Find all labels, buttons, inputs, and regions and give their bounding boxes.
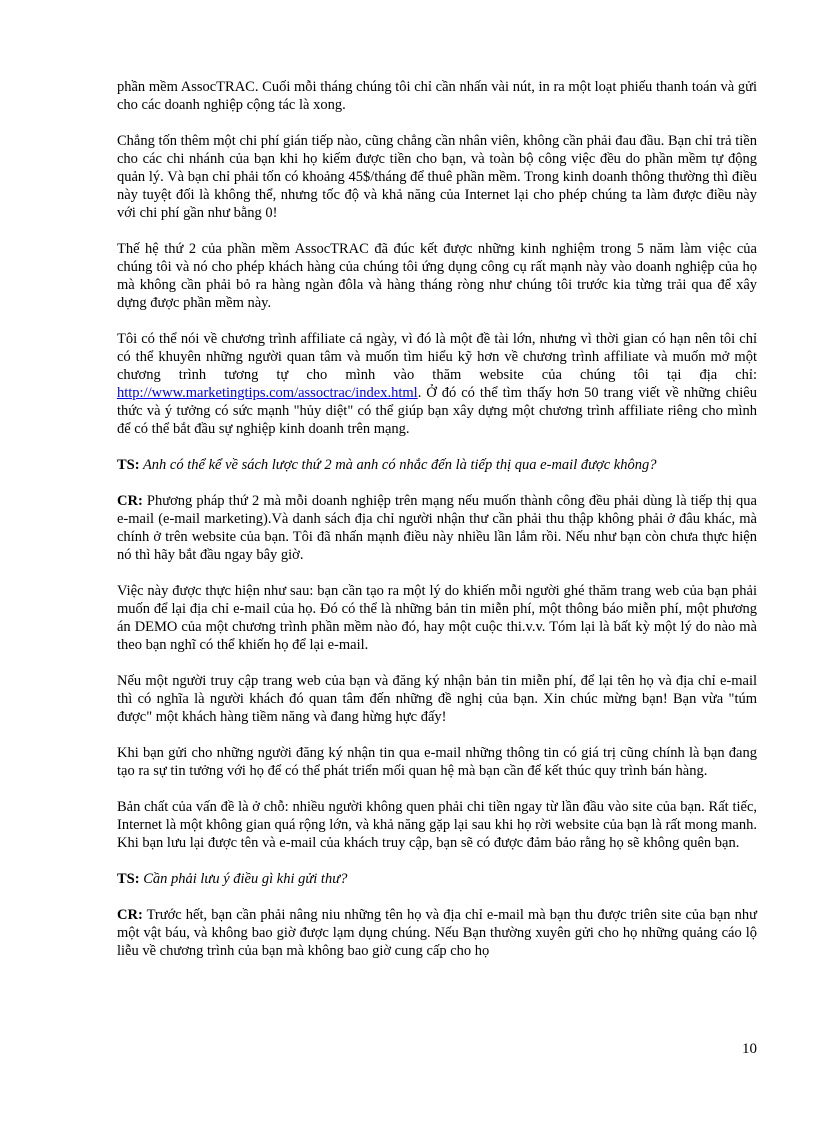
paragraph-trust: Khi bạn gửi cho những người đăng ký nhận tin qua e-mail những thông tin có giá trị cũng chính là bạn đang tạo ra sự tin tưởng với họ để có thể phát triển mối quan hệ mà bạn cần để kết thúc quy trình bán hàng. [117, 745, 757, 779]
paragraph-no-overhead: Chẳng tốn thêm một chi phí gián tiếp nào, cũng chẳng cần nhân viên, không cần phải đau đầu. Bạn chỉ trả tiền cho các chi nhánh của bạn khi họ kiếm được tiền cho bạn, và toàn bộ công việc đều do phần mềm tự động quản lý. Và bạn chỉ phải tốn có khoảng 45$/tháng để thuê phần mềm. Trong kinh doanh thông thường thì điều này tuyệt đối là không thể, nhưng tốc độ và khả năng của Internet lại cho phép chúng ta làm được điều này với chi phí gần như bằng 0! [117, 133, 757, 221]
paragraph-assoctrac-billing: phần mềm AssocTRAC. Cuối mỗi tháng chúng tôi chỉ cần nhấn vài nút, in ra một loạt phiếu thanh toán và gửi cho các doanh nghiệp cộng tác là xong. [117, 79, 757, 113]
document-body [117, 78, 757, 978]
paragraph-affiliate-text-start: Tôi có thể nói về chương trình affiliate cả ngày, vì đó là một đề tài lớn, nhưng vì thời gian có hạn nên tôi chỉ có thể khuyên những người quan tâm và muốn tìm hiểu kỹ hơn về chương trình affiliate và muốn mở một chương trình tương tự cho mình vào thăm website của chúng tôi tại địa chỉ: [117, 331, 757, 383]
interviewer-label: TS: [117, 871, 140, 887]
question-text: Cần phải lưu ý điều gì khi gửi thư? [139, 871, 348, 887]
paragraph-how-to: Việc này được thực hiện như sau: bạn cần tạo ra một lý do khiến mỗi người ghé thăm trang web của bạn phải muốn để lại địa chỉ e-mail của họ. Đó có thể là những bản tin miễn phí, một thông báo miễn phí, một phương án DEMO của một chương trình phần mềm nào đó, hay một cuộc thi.v.v. Tóm lại là bất kỳ một lý do nào mà theo bạn nghĩ có thể khiến họ để lại e-mail. [117, 583, 757, 653]
paragraph-essence: Bản chất của vấn đề là ở chỗ: nhiều người không quen phải chi tiền ngay từ lần đầu vào site của bạn. Rất tiếc, Internet là một không gian quá rộng lớn, và khả năng gặp lại sau khi họ rời website của bạn là rất mong manh. Khi bạn lưu lại được tên và e-mail của khách truy cập, bạn sẽ có được đảm bảo rằng họ sẽ không quên bạn. [117, 799, 757, 851]
question-sending-mail [117, 870, 757, 888]
answer-sending-mail [117, 906, 757, 960]
respondent-label: CR: [117, 907, 143, 923]
paragraph-registration: Nếu một người truy cập trang web của bạn và đăng ký nhận bản tin miễn phí, để lại tên họ và địa chỉ e-mail thì có nghĩa là người khách đó quan tâm đến những đề nghị của bạn. Xin chúc mừng bạn! Bạn vừa "túm được" một khách hàng tiềm năng và đang hừng hực đấy! [117, 673, 757, 725]
answer-text: Trước hết, bạn cần phải nâng niu những tên họ và địa chỉ e-mail mà bạn thu được triên site của bạn như một vật báu, và không bao giờ được lạm dụng chúng. Nếu Bạn thường xuyên gửi cho họ những quảng cáo lộ liễu về chương trình của bạn mà không bao giờ cung cấp cho họ [117, 907, 757, 959]
paragraph-second-generation: Thế hệ thứ 2 của phần mềm AssocTRAC đã đúc kết được những kinh nghiệm trong 5 năm làm việc của chúng tôi và nó cho phép khách hàng của chúng tôi ứng dụng công cụ rất mạnh này vào doanh nghiệp của họ mà không cần phải bỏ ra hàng ngàn đôla và hàng tháng ròng như chúng tôi trước kia từng trải qua để xây dựng được phần mềm này. [117, 241, 757, 311]
answer-email-marketing [117, 492, 757, 564]
respondent-label: CR: [117, 493, 143, 509]
paragraph-affiliate-text-end: . Ở đó có thể tìm thấy hơn 50 trang viết về những chiêu thức và ý tưởng có sức mạnh "hủy diệt" có thể giúp bạn xây dựng một chương trình affiliate riêng cho mình để có thể bắt đầu sự nghiệp kinh doanh trên mạng. [117, 385, 757, 437]
paragraph-affiliate-info [117, 330, 757, 438]
question-email-marketing [117, 456, 757, 474]
page-number: 10 [742, 1041, 757, 1057]
marketingtips-link[interactable]: http://www.marketingtips.com/assoctrac/index.html [117, 385, 418, 401]
answer-text: Phương pháp thứ 2 mà mỗi doanh nghiệp trên mạng nếu muốn thành công đều phải dùng là tiếp thị qua e-mail (e-mail marketing).Và danh sách địa chỉ người nhận thư cần phải thu thập không phải ở đâu khác, mà chính ở trên website của bạn. Tôi đã nhấn mạnh điều này nhiều lần lắm rồi. Nếu như bạn còn chưa thực hiện nó thì hãy bắt đầu ngay bây giờ. [117, 493, 757, 563]
interviewer-label: TS: [117, 457, 140, 473]
question-text: Anh có thể kể về sách lược thứ 2 mà anh có nhắc đến là tiếp thị qua e-mail được không? [139, 457, 657, 473]
